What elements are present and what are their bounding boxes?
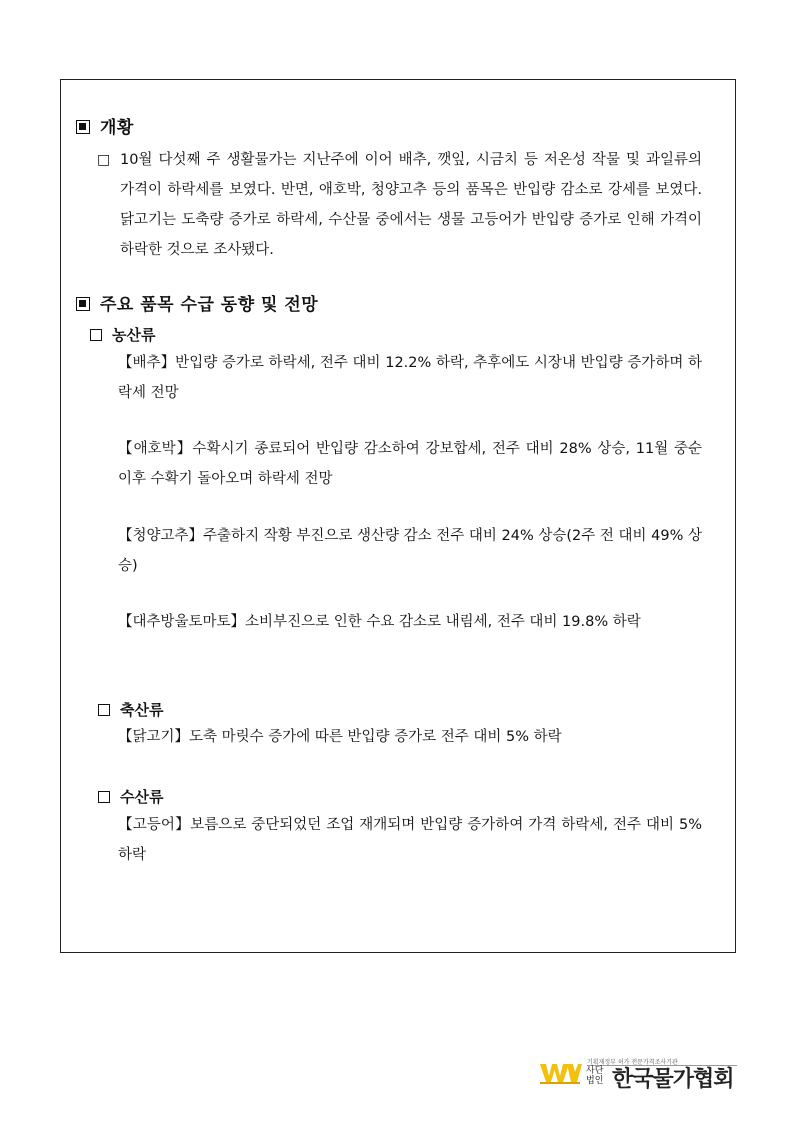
empty-square-icon — [98, 791, 110, 803]
logo-tagline: 기획재정부 허가 전문가격조사기관 — [587, 1059, 678, 1066]
agri-heading: 농산류 — [90, 324, 155, 345]
overview-paragraph: □ 10월 다섯째 주 생활물가는 지난주에 이어 배추, 깻잎, 시금치 등 저온성 작물 및 과일류의 가격이 하락세를 보였다. 반면, 애호박, 청양고추 등의 품목은 반입량 감소로 강세를 보였다. 닭고기는 도축량 증가로 하락세, 수산물 중에서는 생물 고등어가 반입량 증가로 인해 가격이 하락한 것으로 조사됐다. — [120, 145, 702, 265]
agri-item-cabbage: 【배추】반입량 증가로 하락세, 전주 대비 12.2% 하락, 추후에도 시장내 반입량 증가하며 하락세 전망 — [118, 355, 702, 401]
filled-square-icon — [76, 120, 90, 134]
outlook-heading: 주요 품목 수급 동향 및 전망 — [76, 290, 318, 315]
agri-item-zucchini: 【애호박】수확시기 종료되어 반입량 감소하여 강보합세, 전주 대비 28% 상승, 11월 중순 이후 수확기 돌아오며 하락세 전망 — [118, 441, 702, 487]
org-logo — [540, 1060, 740, 1090]
empty-square-icon — [98, 704, 110, 716]
logo-mark-icon — [540, 1062, 582, 1084]
fishery-heading: 수산류 — [98, 786, 163, 807]
filled-square-icon — [76, 297, 90, 311]
fishery-item-mackerel: 【고등어】보름으로 중단되었던 조업 재개되며 반입량 증가하여 가격 하락세, 전주 대비 5% 하락 — [118, 817, 702, 863]
livestock-heading: 축산류 — [98, 699, 163, 720]
agri-item-tomato: 【대추방울토마토】소비부진으로 인한 수요 감소로 내림세, 전주 대비 19.8% 하락 — [118, 614, 641, 630]
agri-item-chili: 【청양고추】주출하지 작황 부진으로 생산량 감소 전주 대비 24% 상승(2주 전 대비 49% 상승) — [118, 528, 702, 574]
logo-org-name: 한국물가협회 — [612, 1067, 734, 1092]
overview-heading: 개황 — [76, 113, 134, 138]
empty-square-icon: □ — [97, 152, 111, 168]
livestock-item-chicken: 【닭고기】도축 마릿수 증가에 따른 반입량 증가로 전주 대비 5% 하락 — [118, 729, 562, 745]
empty-square-icon — [90, 329, 102, 341]
logo-stamp: 사단법인 — [586, 1066, 604, 1086]
